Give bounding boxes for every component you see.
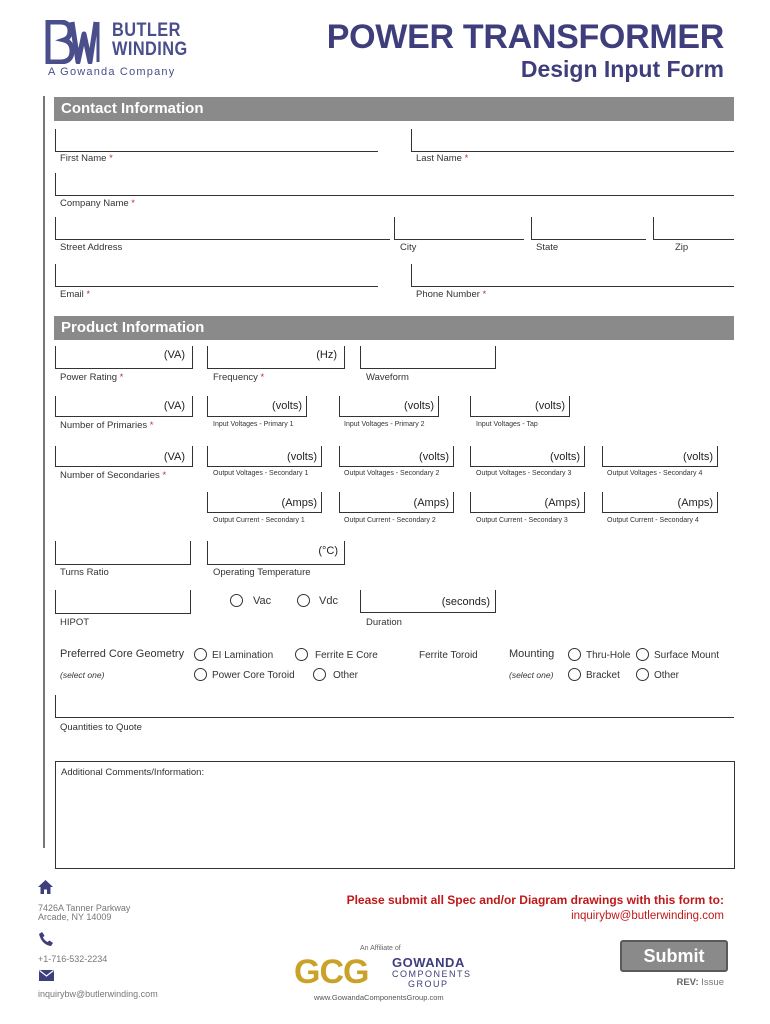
output-v3-label: Output Voltages - Secondary 3	[476, 470, 572, 477]
secondaries-unit: (VA)	[163, 451, 185, 463]
left-rule	[43, 96, 45, 848]
duration-label: Duration	[366, 617, 402, 628]
comments-label: Additional Comments/Information:	[61, 767, 205, 778]
contact-section-header: Contact Information	[54, 97, 734, 121]
logo-line1: BUTLER	[112, 20, 181, 41]
input-v1-unit: (volts)	[272, 400, 302, 412]
first-name-field[interactable]	[55, 129, 378, 152]
primaries-unit: (VA)	[163, 400, 185, 412]
frequency-unit: (Hz)	[316, 349, 337, 361]
address-line2: Arcade, NY 14009	[38, 912, 112, 922]
output-v4-unit: (volts)	[683, 451, 713, 463]
phone-label: Phone Number *	[416, 289, 487, 300]
zip-field[interactable]	[653, 217, 734, 240]
input-v2-label: Input Voltages - Primary 2	[344, 421, 425, 428]
address-line1: 7426A Tanner Parkway	[38, 903, 131, 913]
gcg-line2: COMPONENTS	[392, 969, 472, 979]
logo-wordmark	[112, 21, 188, 59]
gcg-line3: GROUP	[408, 979, 449, 989]
product-section-header: Product Information	[54, 316, 734, 340]
ferrite-e-core-radio[interactable]	[295, 648, 308, 661]
footer-phone: +1-716-532-2234	[38, 954, 108, 964]
thru-hole-radio[interactable]	[568, 648, 581, 661]
city-label: City	[400, 242, 417, 253]
first-name-label: First Name *	[60, 153, 113, 164]
output-v1-unit: (volts)	[287, 451, 317, 463]
phone-field[interactable]	[411, 264, 734, 287]
hipot-label: HIPOT	[60, 617, 90, 628]
core-other-radio[interactable]	[313, 668, 326, 681]
output-c3-label: Output Current - Secondary 3	[476, 517, 568, 524]
frequency-label: Frequency *	[213, 372, 265, 383]
mounting-hint: (select one)	[509, 670, 554, 680]
output-v1-label: Output Voltages - Secondary 1	[213, 470, 309, 477]
street-address-field[interactable]	[55, 217, 390, 240]
primaries-label: Number of Primaries *	[60, 420, 154, 431]
hipot-field[interactable]	[55, 590, 191, 614]
email-field[interactable]	[55, 264, 378, 287]
output-c4-label: Output Current - Secondary 4	[607, 517, 699, 524]
gcg-letters: GCG	[294, 953, 369, 991]
ei-lamination-label: EI Lamination	[212, 650, 274, 661]
output-v2-unit: (volts)	[419, 451, 449, 463]
input-v1-label: Input Voltages - Primary 1	[213, 421, 294, 428]
input-v2-unit: (volts)	[404, 400, 434, 412]
vdc-label: Vdc	[319, 595, 338, 607]
core-other-label: Other	[333, 670, 359, 681]
email-label: Email *	[60, 289, 91, 300]
last-name-field[interactable]	[411, 129, 734, 152]
operating-temp-unit: (°C)	[318, 545, 338, 557]
submit-button[interactable]: Submit	[620, 940, 728, 972]
company-name-label: Company Name *	[60, 198, 135, 209]
secondaries-label: Number of Secondaries *	[60, 470, 167, 481]
power-rating-unit: (VA)	[163, 349, 185, 361]
footer-email[interactable]: inquirybw@butlerwinding.com	[38, 989, 158, 999]
bw-logo-mark	[44, 20, 108, 64]
bracket-label: Bracket	[586, 670, 620, 681]
vac-radio[interactable]	[230, 594, 243, 607]
city-field[interactable]	[394, 217, 524, 240]
core-geometry-hint: (select one)	[60, 670, 105, 680]
core-geometry-label: Preferred Core Geometry	[60, 648, 185, 660]
logo-line2: WINDING	[112, 39, 188, 60]
mounting-other-label: Other	[654, 670, 680, 681]
waveform-label: Waveform	[366, 372, 409, 383]
input-tap-unit: (volts)	[535, 400, 565, 412]
power-core-toroid-label: Power Core Toroid	[212, 670, 295, 681]
phone-icon	[39, 932, 53, 946]
zip-label: Zip	[675, 242, 689, 253]
operating-temp-label: Operating Temperature	[213, 567, 311, 578]
output-c2-label: Output Current - Secondary 2	[344, 517, 436, 524]
output-c2-unit: (Amps)	[413, 497, 449, 509]
submit-email-link[interactable]: inquirybw@butlerwinding.com	[571, 910, 724, 922]
duration-unit: (seconds)	[441, 596, 490, 608]
state-label: State	[536, 242, 559, 253]
last-name-label: Last Name *	[416, 153, 469, 164]
vdc-radio[interactable]	[297, 594, 310, 607]
output-c3-unit: (Amps)	[544, 497, 580, 509]
power-core-toroid-radio[interactable]	[194, 668, 207, 681]
quantities-label: Quantities to Quote	[60, 722, 142, 733]
ei-lamination-radio[interactable]	[194, 648, 207, 661]
company-logo	[44, 20, 204, 80]
turns-ratio-field[interactable]	[55, 541, 191, 565]
state-field[interactable]	[531, 217, 646, 240]
surface-mount-label: Surface Mount	[654, 650, 720, 661]
form-subtitle: Design Input Form	[520, 56, 724, 82]
output-v2-label: Output Voltages - Secondary 2	[344, 470, 440, 477]
company-name-field[interactable]	[55, 173, 734, 196]
gcg-logo	[294, 952, 474, 992]
street-address-label: Street Address	[60, 242, 123, 253]
input-tap-label: Input Voltages - Tap	[476, 421, 538, 428]
output-c1-unit: (Amps)	[281, 497, 317, 509]
power-rating-label: Power Rating *	[60, 372, 124, 383]
turns-ratio-label: Turns Ratio	[60, 567, 109, 578]
output-c1-label: Output Current - Secondary 1	[213, 517, 305, 524]
revision-label: REV: Issue	[676, 977, 724, 988]
affiliate-label: An Affiliate of	[360, 945, 401, 952]
waveform-field[interactable]	[360, 346, 496, 369]
mounting-label: Mounting	[509, 648, 555, 660]
form-title: POWER TRANSFORMER	[326, 18, 724, 56]
output-v3-unit: (volts)	[550, 451, 580, 463]
gcg-line1: GOWANDA	[392, 955, 465, 970]
envelope-icon	[39, 970, 54, 981]
gcg-url[interactable]: www.GowandaComponentsGroup.com	[314, 993, 444, 1002]
thru-hole-label: Thru-Hole	[586, 650, 631, 661]
vac-label: Vac	[253, 595, 272, 607]
ferrite-e-core-label: Ferrite E Core	[315, 650, 378, 661]
mounting-other-radio[interactable]	[636, 668, 649, 681]
output-v4-label: Output Voltages - Secondary 4	[607, 470, 703, 477]
home-icon	[38, 880, 53, 894]
output-c4-unit: (Amps)	[677, 497, 713, 509]
logo-tagline: A Gowanda Company	[48, 66, 176, 78]
surface-mount-radio[interactable]	[636, 648, 649, 661]
ferrite-toroid-label[interactable]: Ferrite Toroid	[419, 650, 478, 661]
submit-instructions: Please submit all Spec and/or Diagram drawings with this form to:	[346, 893, 724, 907]
quantities-field[interactable]	[55, 695, 734, 718]
bracket-radio[interactable]	[568, 668, 581, 681]
